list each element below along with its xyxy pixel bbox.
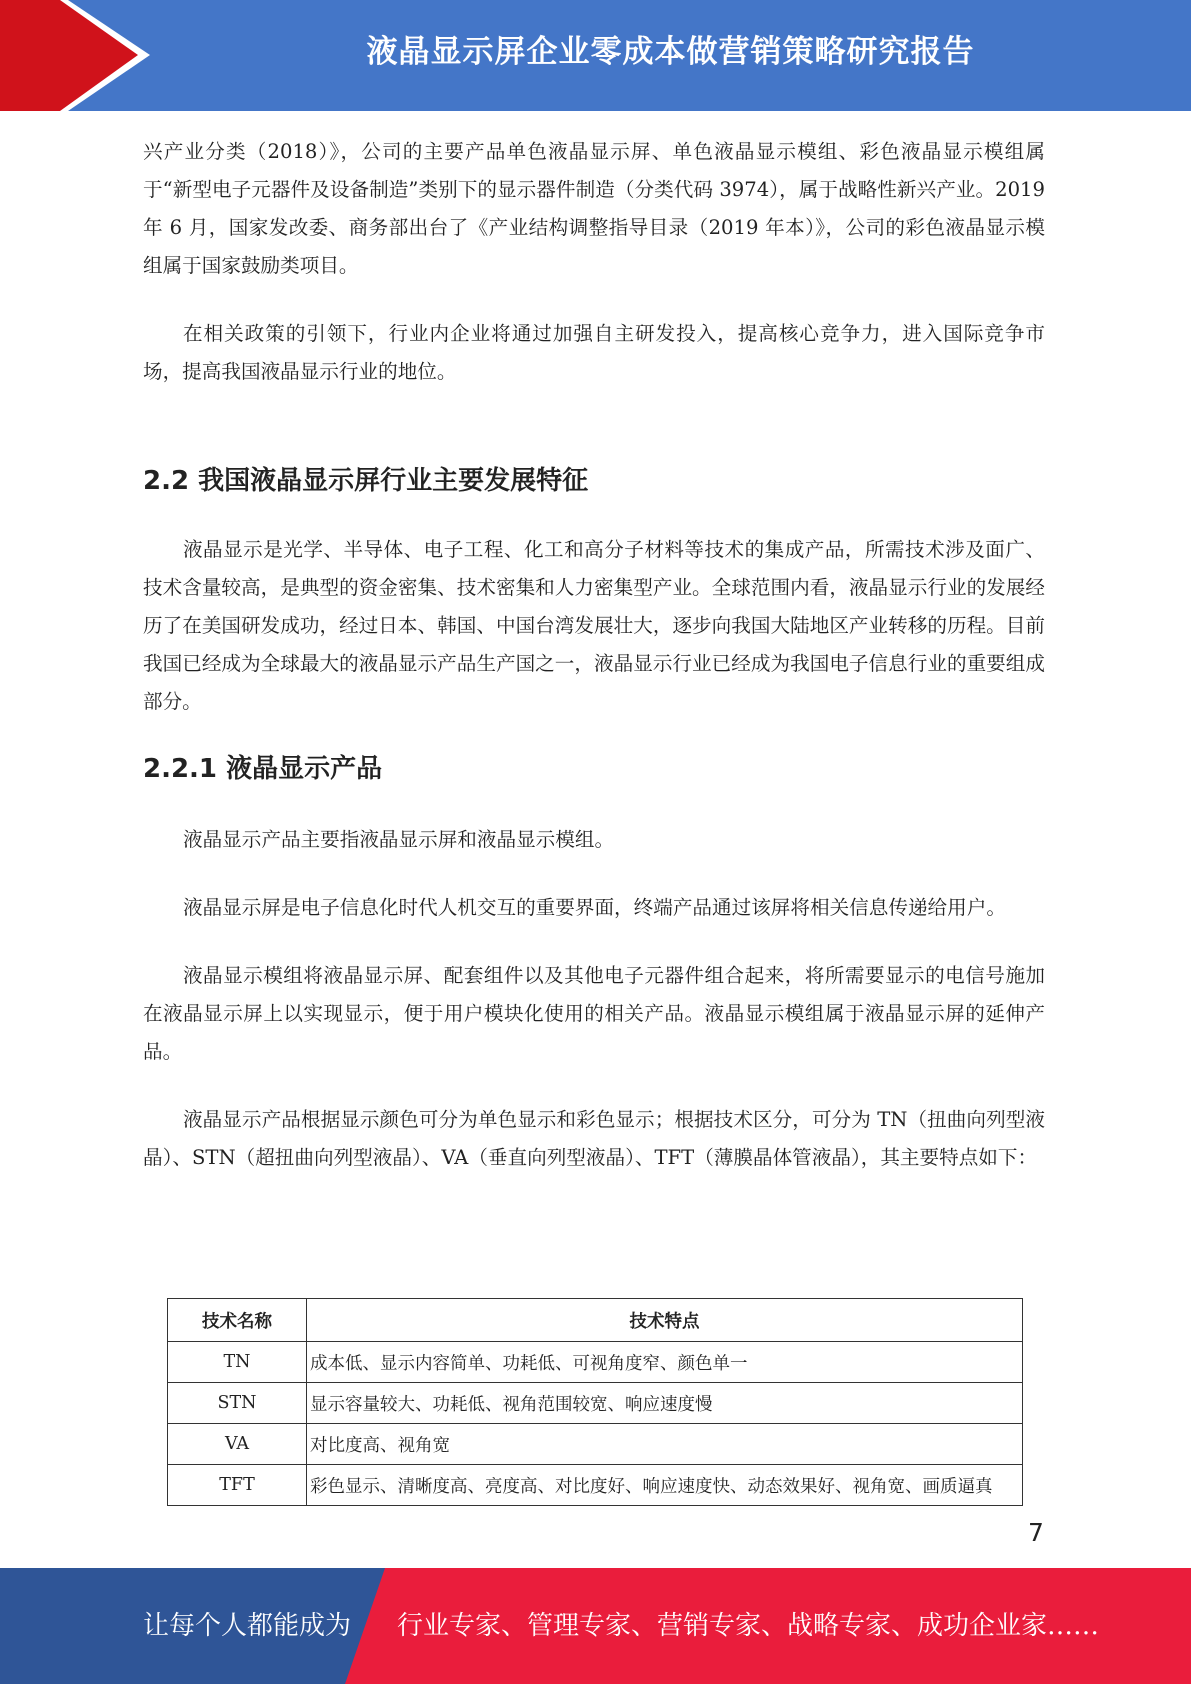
- footer-slogan-right: 行业专家、管理专家、营销专家、战略专家、成功企业家……: [397, 1611, 1100, 1641]
- table-cell-tech-features: 显示容量较大、功耗低、视角范围较宽、响应速度慢: [307, 1383, 1023, 1424]
- page-header: [0, 0, 1191, 111]
- page-number: 7: [1028, 1518, 1044, 1547]
- paragraph-policy-guidance: 在相关政策的引领下，行业内企业将通过加强自主研发投入，提高核心竞争力，进入国际竞争市场，提高我国液晶显示行业的地位。: [143, 322, 1045, 383]
- paragraph-policy: 兴产业分类（2018）》，公司的主要产品单色液晶显示屏、单色液晶显示模组、彩色液晶显示模组属于“新型电子元器件及设备制造”类别下的显示器件制造（分类代码 3974），属于战略性新兴产业。2019 年 6 月，国家发改委、商务部出台了《产业结构调整指导目录（2019 年本）》，公司的彩色液晶显示模组属于国家鼓励类项目。: [143, 140, 1045, 277]
- paragraph-lcd-screen: 液晶显示屏是电子信息化时代人机交互的重要界面，终端产品通过该屏将相关信息传递给用户。: [183, 896, 1006, 919]
- table-row: [168, 1465, 1023, 1506]
- table-row: [168, 1383, 1023, 1424]
- table-cell-tech-name: TN: [168, 1342, 307, 1383]
- table-cell-tech-name: TFT: [168, 1465, 307, 1506]
- paragraph-lcd-module: 液晶显示模组将液晶显示屏、配套组件以及其他电子元器件组合起来，将所需要显示的电信号施加在液晶显示屏上以实现显示，便于用户模块化使用的相关产品。液晶显示模组属于液晶显示屏的延伸产品。: [143, 964, 1045, 1063]
- table-cell-tech-name: STN: [168, 1383, 307, 1424]
- header-title: 液晶显示屏企业零成本做营销策略研究报告: [366, 34, 975, 70]
- header-chevron-decoration: [0, 0, 150, 111]
- section-heading-2-2-1: 2.2.1 液晶显示产品: [143, 754, 383, 784]
- table-header-cell: 技术名称: [168, 1299, 307, 1342]
- paragraph-industry-features: 液晶显示是光学、半导体、电子工程、化工和高分子材料等技术的集成产品，所需技术涉及面广、技术含量较高，是典型的资金密集、技术密集和人力密集型产业。全球范围内看，液晶显示行业的发展经历了在美国研发成功，经过日本、韩国、中国台湾发展壮大，逐步向我国大陆地区产业转移的历程。目前我国已经成为全球最大的液晶显示产品生产国之一，液晶显示行业已经成为我国电子信息行业的重要组成部分。: [143, 538, 1045, 713]
- technology-table: [167, 1298, 1023, 1506]
- footer-slogan-left: 让每个人都能成为: [143, 1611, 352, 1641]
- table-cell-tech-features: 成本低、显示内容简单、功耗低、可视角度窄、颜色单一: [307, 1342, 1023, 1383]
- table-cell-tech-features: 对比度高、视角宽: [307, 1424, 1023, 1465]
- table-row: [168, 1424, 1023, 1465]
- table-cell-tech-name: VA: [168, 1424, 307, 1465]
- document-body: [143, 133, 1045, 1177]
- table-cell-tech-features: 彩色显示、清晰度高、亮度高、对比度好、响应速度快、动态效果好、视角宽、画质逼真: [307, 1465, 1023, 1506]
- paragraph-classification: 液晶显示产品根据显示颜色可分为单色显示和彩色显示；根据技术区分，可分为 TN（扭曲向列型液晶）、STN（超扭曲向列型液晶）、VA（垂直向列型液晶）、TFT（薄膜晶体管液晶），其主要特点如下：: [143, 1108, 1045, 1169]
- table-header-cell: 技术特点: [307, 1299, 1023, 1342]
- table-header-row: [168, 1299, 1023, 1342]
- page-footer: [0, 1568, 1191, 1684]
- section-heading-2-2: 2.2 我国液晶显示屏行业主要发展特征: [143, 466, 589, 496]
- table-row: [168, 1342, 1023, 1383]
- paragraph-products-intro: 液晶显示产品主要指液晶显示屏和液晶显示模组。: [183, 828, 615, 851]
